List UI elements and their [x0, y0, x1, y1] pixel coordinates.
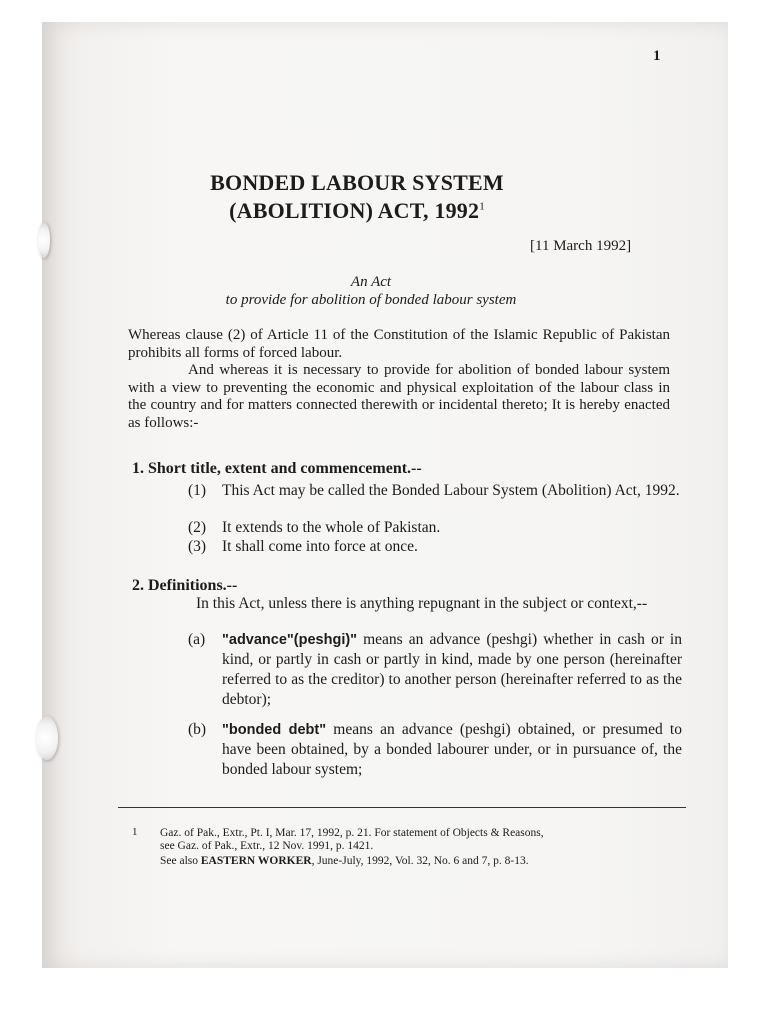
- act-purpose: to provide for abolition of bonded labour system: [225, 292, 517, 308]
- page-number: 1: [653, 48, 661, 64]
- act-title-line2: (ABOLITION) ACT, 1992$^1$: [229, 198, 485, 223]
- item-number: (3): [188, 538, 207, 555]
- section-2-intro: In this Act, unless there is anything repugnant in the subject or context,--: [196, 595, 648, 612]
- footnote-mark: 1: [132, 826, 138, 838]
- preamble: [128, 327, 670, 432]
- footnote-line: see Gaz. of Pak., Extr., 12 Nov. 1991, p. 1421.: [160, 840, 374, 852]
- definition-term: "bonded debt": [222, 722, 327, 738]
- definition-term: "advance"(peshgi)": [222, 632, 358, 648]
- punch-hole: [36, 716, 58, 760]
- preamble-paragraph-2: And whereas it is necessary to provide for abolition of bonded labour system with a view to preventing the economic and physical exploitation of the labour class in the country and for matters connected therewith or incidental thereto; It is hereby enacted as follows:-: [128, 362, 670, 431]
- enactment-date: [11 March 1992]: [530, 238, 632, 254]
- section-2-heading: 2. Definitions.--: [132, 577, 238, 594]
- item-number: (1): [188, 482, 207, 499]
- act-heading: An Act: [350, 274, 392, 290]
- act-title-line1: BONDED LABOUR SYSTEM: [210, 170, 504, 195]
- document-page: [42, 22, 728, 968]
- item-text: It extends to the whole of Pakistan.: [222, 519, 441, 536]
- item-number: (2): [188, 519, 207, 536]
- preamble-paragraph-1: Whereas clause (2) of Article 11 of the Constitution of the Islamic Republic of Pakistan prohibits all forms of forced labour.: [128, 327, 670, 361]
- punch-hole: [38, 222, 50, 258]
- definition-text: "bonded debt" means an advance (peshgi) obtained, or presumed to have been obtained, by a bonded labourer under, or in pursuance of, the bonded labour system;: [222, 721, 682, 778]
- item-text: It shall come into force at once.: [222, 538, 418, 555]
- footnote-divider: [118, 807, 686, 808]
- definition-number: (b): [188, 721, 207, 738]
- item-text: This Act may be called the Bonded Labour System (Abolition) Act, 1992.: [222, 482, 680, 499]
- definition-text: "advance"(peshgi)" means an advance (peshgi) whether in cash or in kind, or partly in cash or partly in kind, made by one person (hereinafter referred to as the creditor) to another person (hereinafter referred to as the debtor);: [222, 631, 682, 708]
- footnote-line: Gaz. of Pak., Extr., Pt. I, Mar. 17, 1992, p. 21. For statement of Objects & Reasons,: [160, 827, 544, 839]
- definition-number: (a): [188, 631, 206, 648]
- footnote-line: See also EASTERN WORKER, June-July, 1992, Vol. 32, No. 6 and 7, p. 8-13.: [160, 855, 529, 867]
- title-footnote-ref: 1: [479, 200, 485, 213]
- section-1-heading: 1. Short title, extent and commencement.--: [132, 460, 422, 477]
